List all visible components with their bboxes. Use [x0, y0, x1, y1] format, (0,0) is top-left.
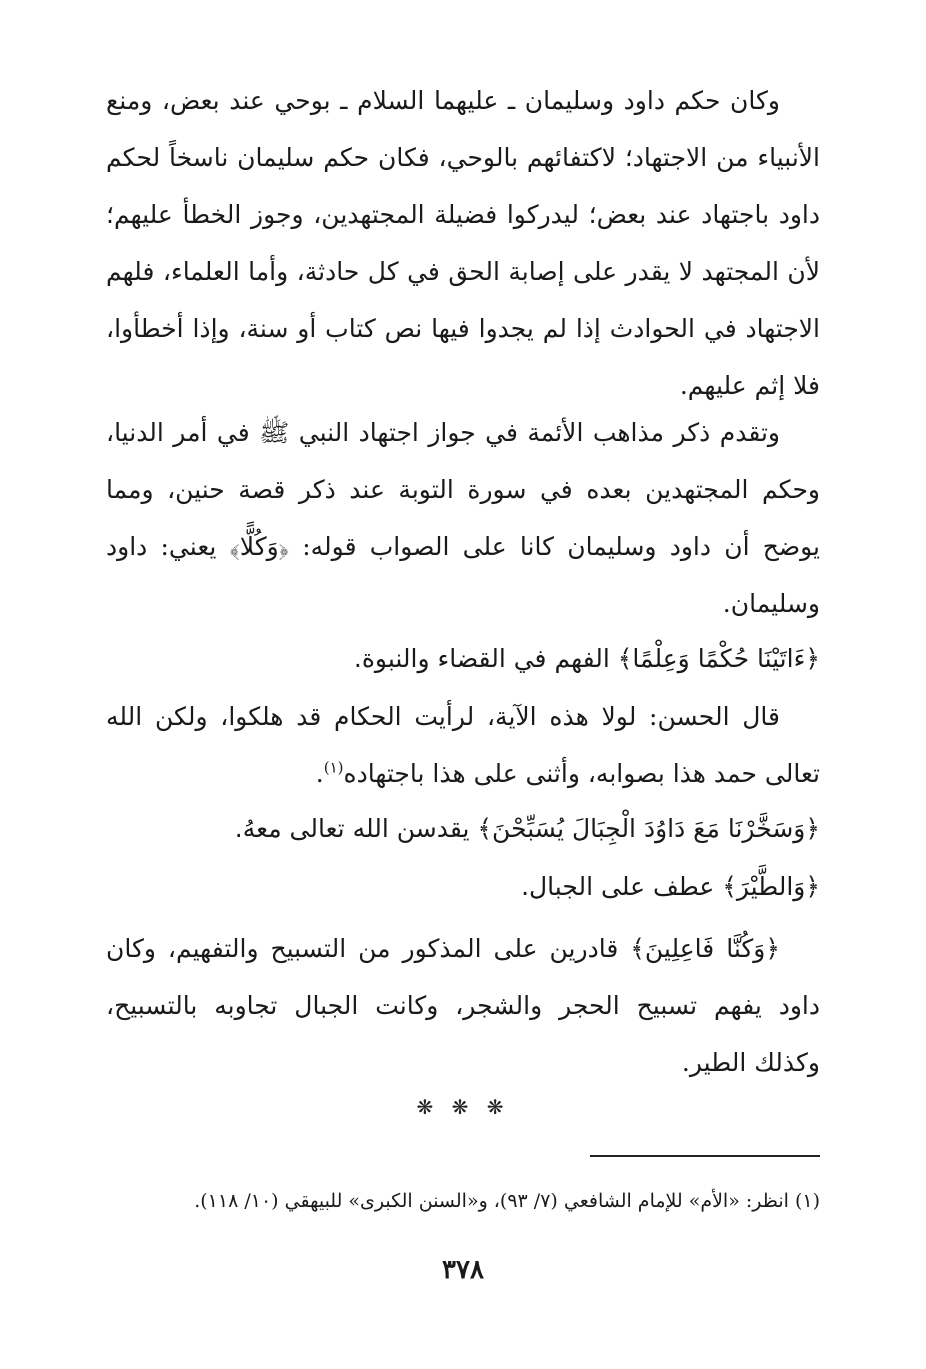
footnote-reference[interactable]: (١) [323, 758, 344, 777]
paragraph-verse-wa-kunna-faalin: ﴿وَكُنَّا فَاعِلِينَ﴾ قادرين على المذكور من التسبيح والتفهيم، وكان داود يفهم تسبيح الحجر والشجر، وكانت الجبال تجاوبه بالتسبيح، وكذلك الطير. [106, 934, 820, 1077]
footnote: (١) انظر: «الأم» للإمام الشافعي (٧/ ٩٣)، و«السنن الكبرى» للبيهقي (١٠/ ١١٨). [194, 1190, 820, 1212]
hasan-quote-text: قال الحسن: لولا هذه الآية، لرأيت الحكام قد هلكوا، ولكن الله تعالى حمد هذا بصوابه، وأثنى على هذا باجتهاده [106, 702, 820, 788]
hasan-quote-end: . [315, 759, 324, 788]
page-number: ٣٧٨ [442, 1255, 484, 1285]
paragraph-verse-birds: ﴿وَالطَّيْرَ﴾ عطف على الجبال. [521, 872, 820, 901]
footnote-divider [590, 1155, 820, 1157]
paragraph-prophet-ijtihad: وتقدم ذكر مذاهب الأئمة في جواز اجتهاد النبي ﷺ في أمر الدنيا، وحكم المجتهدين بعده في سورة التوبة عند ذكر قصة حنين، ومما يوضح أن داود وسليمان كانا على الصواب قوله: ﴿وَكُلًّا﴾ يعني: داود وسليمان. [106, 418, 820, 618]
section-separator: ❋ ❋ ❋ [416, 1095, 510, 1119]
paragraph-verse-hukm-wa-ilm: ﴿ءَاتَيْنَا حُكْمًا وَعِلْمًا﴾ الفهم في القضاء والنبوة. [353, 644, 820, 673]
paragraph-hasan-quote [106, 688, 820, 802]
paragraph-ruling-of-dawud-and-sulayman: وكان حكم داود وسليمان ـ عليهما السلام ـ بوحي عند بعض، ومنع الأنبياء من الاجتهاد؛ لاكتفائهم بالوحي، فكان حكم سليمان ناسخاً لحكم داود باجتهاد عند بعض؛ ليدركوا فضيلة المجتهدين، وجوز الخطأ عليهم؛ لأن المجتهد لا يقدر على إصابة الحق في كل حادثة، وأما العلماء، فلهم الاجتهاد في الحوادث إذا لم يجدوا فيها نص كتاب أو سنة، وإذا أخطأوا، فلا إثم عليهم. [106, 86, 820, 400]
paragraph-verse-mountains: ﴿وَسَخَّرْنَا مَعَ دَاوُدَ الْجِبَالَ يُسَبِّحْنَ﴾ يقدسن الله تعالى معهُ. [234, 814, 820, 843]
